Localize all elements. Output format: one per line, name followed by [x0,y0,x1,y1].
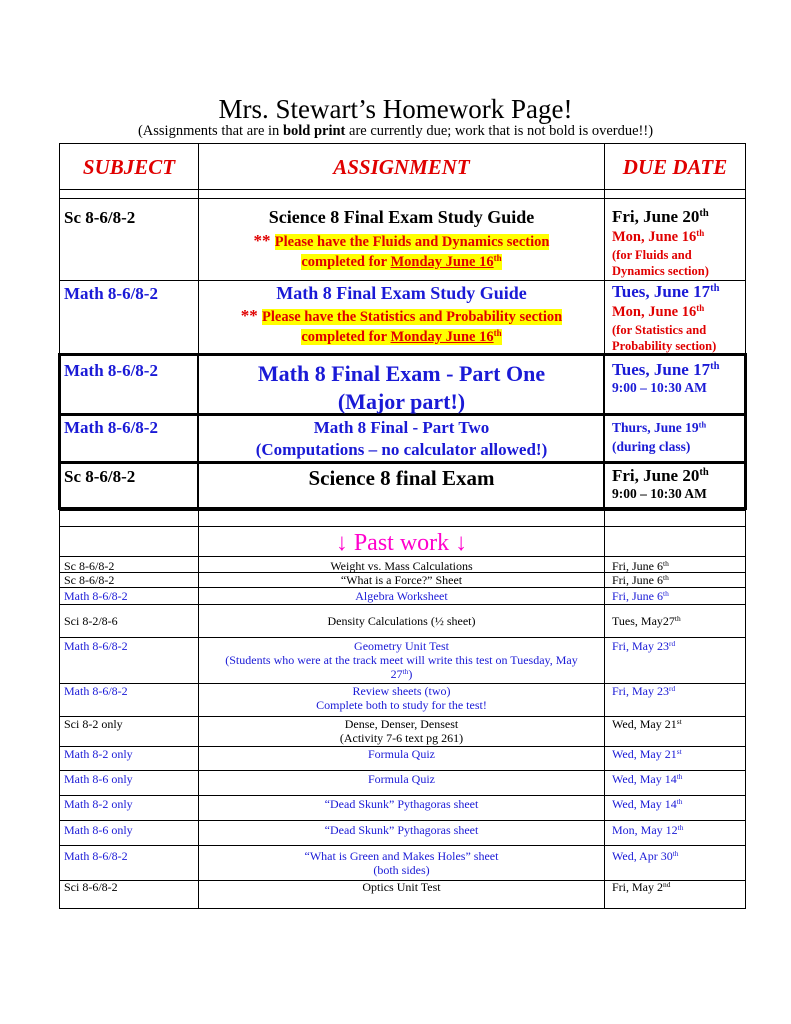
past-row-due-date: Mon, May 12th [612,822,684,837]
table-row-subject: Math 8-6/8-2 [64,418,158,437]
due-date: Fri, June 20th [612,207,709,226]
past-row-due-date: Fri, June 6th [612,588,669,603]
page-subtitle: (Assignments that are in bold print are currently due; work that is not bold is overdue!!) [137,123,654,139]
table-rule [59,143,746,144]
past-row-due-date: Fri, May 2nd [612,879,671,894]
table-rule [59,604,746,605]
table-row-subject: Math 8-6/8-2 [64,284,158,303]
table-rule [197,353,199,510]
table-rule [59,908,746,909]
due-date: Fri, June 20th [612,466,709,485]
table-rule [58,461,747,464]
past-row-assignment: “Dead Skunk” Pythagoras sheet [324,797,479,811]
past-row-assignment: Review sheets (two) Complete both to study for the test! [316,684,487,712]
past-row-subject: Sci 8-2 only [64,717,123,731]
past-row-assignment: Geometry Unit Test (Students who were at the track meet will write this test on Tuesday, May 27th) [225,639,578,681]
assignment-title: Math 8 Final Exam - Part One (Major part!) [257,361,546,414]
header-assignment: ASSIGNMENT [333,155,470,179]
past-row-due-date: Fri, May 23rd [612,638,676,653]
table-rule [744,353,747,510]
past-row-subject: Sc 8-6/8-2 [64,573,115,587]
table-rule [59,770,746,771]
table-row-subject: Sc 8-6/8-2 [64,208,136,227]
due-date-time: 9:00 – 10:30 AM [612,486,707,501]
past-row-subject: Math 8-6/8-2 [64,684,128,698]
past-row-assignment: Formula Quiz [368,772,435,786]
due-date-note: (for Statistics and Probability section) [612,323,717,353]
table-rule [59,526,746,527]
past-row-assignment: Algebra Worksheet [355,589,448,603]
due-date: Tues, June 17th [612,360,720,379]
past-row-subject: Sci 8-6/8-2 [64,880,118,894]
header-subject: SUBJECT [82,155,176,179]
past-row-due-date: Fri, June 6th [612,572,669,587]
table-rule [59,587,746,588]
due-date: Tues, June 17th [612,282,720,301]
assignment-title: Science 8 Final Exam Study Guide [268,207,535,227]
past-row-subject: Math 8-6/8-2 [64,639,128,653]
past-work-heading: ↓ Past work ↓ [335,530,468,556]
past-row-assignment: “Dead Skunk” Pythagoras sheet [324,823,479,837]
assignment-note: ** Please have the Fluids and Dynamics section completed for Monday June 16th [253,231,550,270]
past-row-subject: Math 8-6/8-2 [64,849,128,863]
table-rule [58,507,747,510]
table-rule [59,820,746,821]
due-date-time: 9:00 – 10:30 AM [612,380,707,395]
past-row-assignment: Density Calculations (½ sheet) [327,614,476,628]
due-date-secondary: Mon, June 16th [612,228,705,245]
table-rule [59,189,746,190]
table-row-subject: Sc 8-6/8-2 [64,467,136,486]
past-row-due-date: Wed, Apr 30th [612,848,679,863]
past-row-subject: Sc 8-6/8-2 [64,559,115,573]
assignment-note: ** Please have the Statistics and Probability section completed for Monday June 16th [240,306,563,345]
assignment-title: Math 8 Final - Part Two (Computations – no calculator allowed!) [255,418,548,459]
table-row-subject: Math 8-6/8-2 [64,361,158,380]
past-row-subject: Math 8-6 only [64,772,133,786]
past-row-due-date: Wed, May 14th [612,771,683,786]
table-rule [59,510,746,511]
due-date: Thurs, June 19th (during class) [612,420,707,454]
table-rule [59,795,746,796]
table-rule [59,280,746,281]
past-row-due-date: Wed, May 21st [612,746,682,761]
table-rule [59,198,746,199]
past-row-subject: Math 8-2 only [64,747,133,761]
assignment-title: Math 8 Final Exam Study Guide [276,283,527,303]
past-row-due-date: Wed, May 14th [612,796,683,811]
due-date-secondary: Mon, June 16th [612,303,705,320]
due-date-note: (for Fluids and Dynamics section) [612,248,709,278]
table-rule [603,353,605,510]
past-row-subject: Math 8-6 only [64,823,133,837]
past-row-due-date: Fri, May 23rd [612,683,676,698]
past-row-subject: Math 8-6/8-2 [64,589,128,603]
past-row-subject: Sci 8-2/8-6 [64,614,118,628]
page-title: Mrs. Stewart’s Homework Page! [218,94,573,124]
past-row-due-date: Tues, May27th [612,613,681,628]
past-row-due-date: Wed, May 21st [612,716,682,731]
table-rule [59,845,746,846]
past-row-assignment: “What is a Force?” Sheet [340,573,463,587]
past-row-due-date: Fri, June 6th [612,558,669,573]
past-row-subject: Math 8-2 only [64,797,133,811]
past-row-assignment: Dense, Denser, Densest (Activity 7-6 text pg 261) [339,717,464,745]
table-rule [58,353,61,510]
past-row-assignment: Weight vs. Mass Calculations [330,559,473,573]
past-row-assignment: “What is Green and Makes Holes” sheet (both sides) [304,849,499,877]
past-row-assignment: Optics Unit Test [362,880,441,894]
assignment-title: Science 8 final Exam [308,466,495,490]
header-due-date: DUE DATE [622,155,728,179]
past-row-assignment: Formula Quiz [368,747,435,761]
table-rule [59,637,746,638]
